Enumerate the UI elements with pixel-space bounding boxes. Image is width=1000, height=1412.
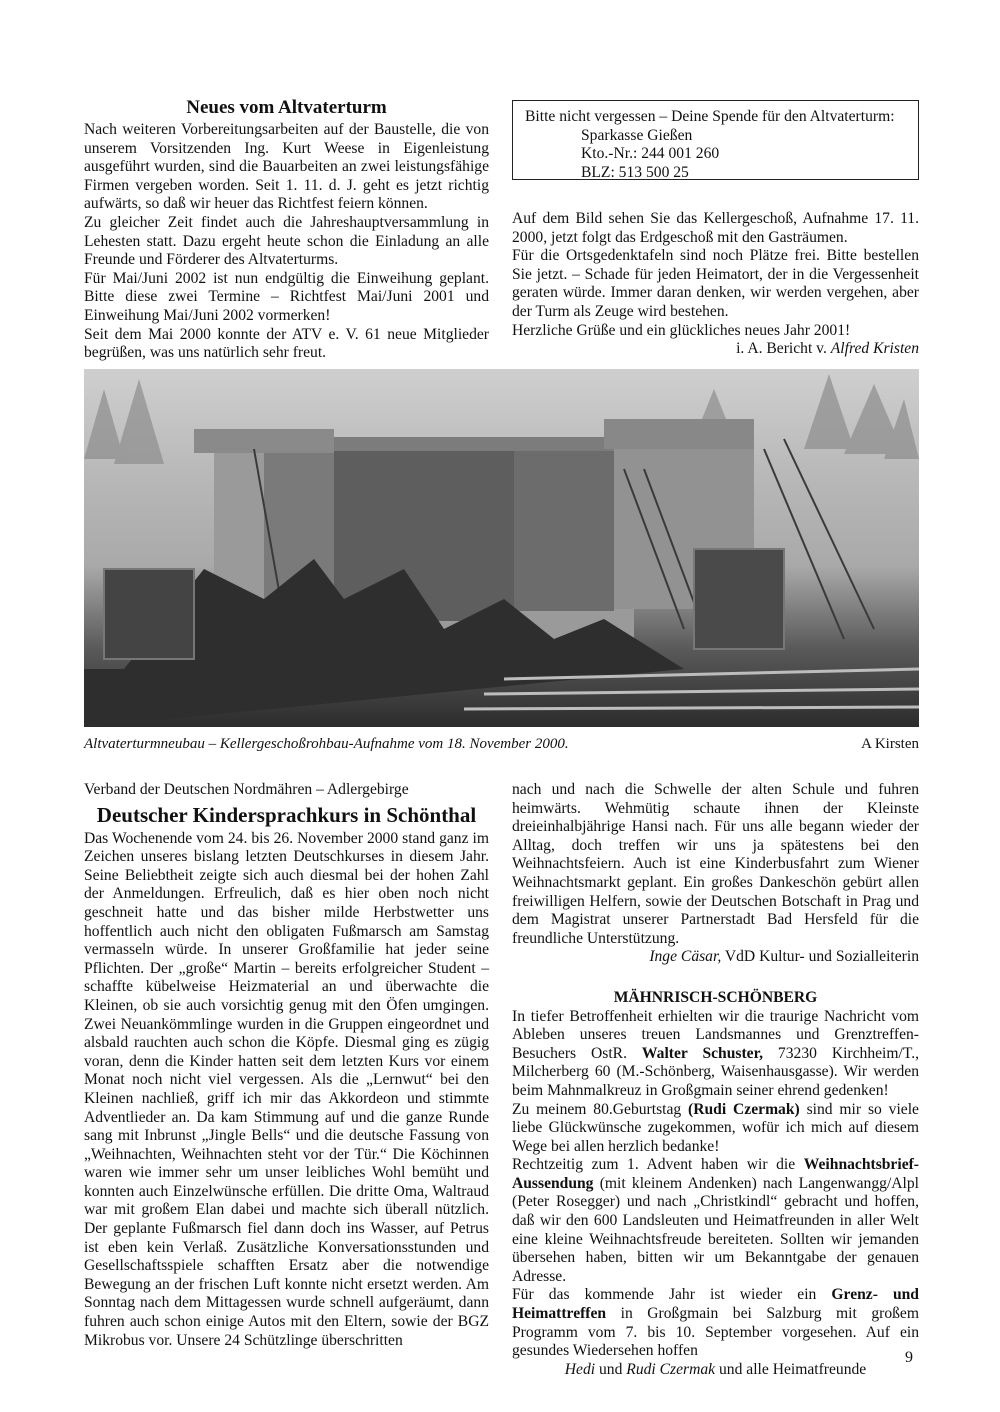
text: Für das kommende Jahr ist wieder ein [512, 1286, 817, 1304]
paragraph: Für die Ortsgedenktafeln sind noch Plätze frei. Bitte bestellen Sie jetzt. – Schade für jeden Heimatort, der in die Vergessenheit geraten würde. Immer daran denken, wir werden vergehen, aber der Turm als Zeuge wird bestehen. [512, 247, 919, 320]
paragraph: Das Wochenende vom 24. bis 26. November 2000 stand ganz im Zeichen unseres bislang letzten Deutschkurses in diesem Jahr. Seine Beliebtheit zeigte sich auch diesmal bei der hohen Zahl der Anmeldungen. Erfreulich, daß es hier oben noch nicht geschneit hatte und das bisher milde Herbstwetter uns hoffentlich auch nicht den obligaten Fußmarsch am Samstag vermasseln würde. In unserer Großfamilie hat jeder seine Pflichten. Der „große“ Martin – bereits erfolgreicher Student – schaffte kübelweise Heizmaterial an und überwachte die Kleinen, ob sie auch vorsichtig genug mit den Öfen umgingen. Zwei Neuankömmlinge wurden in die Gruppen eingeordnet und alsbald rauchten auch schon die Köpfe. Diesmal ging es zügig voran, denn die Kinder hatten seit dem letzten Kurs vor einem Monat noch nicht viel vergessen. Als die „Lernwut“ bei den Kleinen nachließ, griff ich mir das Akkordeon und stimmte Adventlieder an. Da kam Stimmung auf und die ganze Runde sang mit Inbrunst „Jingle Bells“ und die deutsche Fassung von „Weihnachten, Weihnachten steht vor der Tür.“ Die Köchinnen waren wie immer sehr um unser leibliches Wohl bemüht und konnten auch Einzelwünsche erfüllen. Die dritte Oma, Waltraud war mit großem Elan dabei und machte sich überall nützlich. Der geplante Fußmarsch fiel dann doch ins Wasser, auf Petrus ist eben kein Verlaß. Zusätzliche Konversationsstunden und Gesellschaftsspiele schafften Ersatz aber die notwendige Bewegung an der frischen Luft konnte nicht ersetzt werden. Am Sonntag nach dem Mittagessen wurde schnell aufgeräumt, dann fuhren auch schon einige Autos mit den Eltern, sowie der BGZ Mikrobus vor. Unsere 24 Schützlinge überschritten [84, 829, 489, 1349]
construction-photo [84, 369, 919, 727]
author-line [512, 948, 919, 967]
paragraph: Auf dem Bild sehen Sie das Kellergeschoß, Aufnahme 17. 11. 2000, jetzt folgt das Erdgeschoß mit den Gasträumen. [512, 210, 919, 246]
photo-credit: A Kirsten [861, 736, 919, 752]
paragraph: Seit dem Mai 2000 konnte der ATV e. V. 61 neue Mitglieder begrüßen, was uns natürlich sehr freut. [84, 325, 489, 362]
person-name: (Rudi Czermak) [688, 1100, 800, 1118]
article-continued-column [512, 781, 919, 1379]
article-altvaterturm-continued [512, 100, 919, 359]
account-number: Kto.-Nr.: 244 001 260 [581, 145, 720, 163]
paragraph: nach und nach die Schwelle der alten Schule und fuhren heimwärts. Wehmütig schaute ihnen der Kleinste dreieinhalbjährige Hansi nach. Für uns alle begann wieder der Alltag, doch treffen wir uns ja spätestens bei den Weihnachtsfeiern. Auch ist eine Kinderbusfahrt zum Wiener Weihnachtsmarkt geplant. Ein großes Dankeschön gebürt allen freiwilligen Helfern, sowie der Deutschen Botschaft in Prag und dem Magistrat unserer Partnerstadt Bad Hersfeld für die freundliche Unterstützung. [512, 781, 919, 947]
organization-line: Verband der Deutschen Nordmähren – Adlergebirge [84, 781, 409, 798]
paragraph [512, 1286, 919, 1360]
section-title: MÄHNRISCH-SCHÖNBERG [613, 988, 818, 1006]
text: in Großgmain bei Salzburg mit großem Programm vom 7. bis 10. September vorgesehen. Auf ein gesundes Wiedersehen hoffen [512, 1305, 919, 1360]
photo-illustration [84, 369, 919, 727]
text: In tiefer Betroffenheit erhielten wir die traurige Nachricht vom Ableben unseres treuen Landsmannes und Grenztreffen-Besuchers OstR. [512, 1007, 919, 1062]
author-name: Inge Cäsar, [649, 948, 722, 966]
paragraph [512, 1008, 919, 1101]
text: Zu meinem 80.Geburtstag [512, 1100, 682, 1118]
person-name: Walter Schuster, [641, 1044, 763, 1062]
paragraph [512, 1156, 919, 1286]
signer-name: Hedi [564, 1360, 596, 1378]
paragraph: Nach weiteren Vorbereitungsarbeiten auf der Baustelle, die von unserem Vorsitzenden Ing. Kurt Weese in Eigenleistung ausgeführt wurden, sind die Bauarbeiten an zwei leistungsfähige Firmen vergeben worden. Seit 1. 11. d. J. geht es jetzt richtig aufwärts, so daß wir heuer das Richtfest feiern können. [84, 121, 489, 213]
article-altvaterturm [84, 97, 489, 363]
paragraph: Zu gleicher Zeit findet auch die Jahreshauptversammlung in Lehesten statt. Dazu ergeht heute schon die Einladung an alle Freunde und Förderer des Altvaterturms. [84, 213, 489, 269]
paragraph: Für Mai/Juni 2002 ist nun endgültig die Einweihung geplant. Bitte diese zwei Termine – Richtfest Mai/Juni 2001 und Einweihung Mai/Juni 2002 vormerken! [84, 269, 489, 324]
signoff [512, 340, 919, 359]
signoff-prefix: i. A. Bericht v. [736, 340, 827, 358]
caption-text: Altvaterturmneubau – Kellergeschoßrohbau-Aufnahme vom 18. November 2000. [84, 736, 569, 752]
text: Rechtzeitig zum 1. Advent haben wir die [512, 1156, 796, 1174]
text: und alle Heimatfreunde [719, 1360, 867, 1378]
text: und [599, 1360, 623, 1378]
paragraph [512, 1101, 919, 1157]
photo-caption [84, 735, 919, 753]
donation-box [512, 100, 919, 180]
emphasis: Weihnachtsbrief-Aussendung [512, 1156, 919, 1192]
text: 73230 Kirchheim/T., Milcherberg 60 (M.-Schönberg, Waisenhausgasse). Wir werden beim Mahnmalkreuz in Großgmain seiner ehrend gedenken! [512, 1044, 920, 1099]
bank-code: BLZ: 513 500 25 [581, 163, 689, 181]
emphasis: Grenz- und Heimattreffen [512, 1286, 919, 1323]
author-role: VdD Kultur- und Sozialleiterin [724, 948, 919, 966]
paragraph: Herzliche Grüße und ein glückliches neues Jahr 2001! [512, 321, 851, 339]
article-title: Deutscher Kindersprachkurs in Schönthal [96, 802, 477, 827]
page-number: 9 [905, 1349, 913, 1366]
signoff-author: Alfred Kristen [830, 340, 919, 358]
bank-name: Sparkasse Gießen [581, 126, 693, 144]
article-title: Neues vom Altvaterturm [186, 97, 387, 118]
signature-line [512, 1361, 919, 1380]
donation-line: Bitte nicht vergessen – Deine Spende für den Altvaterturm: [525, 108, 895, 125]
text: (mit kleinem Andenken) nach Langenwangg/Alpl (Peter Rosegger) und nach „Christkindl“ gebracht und hoffen, daß wir den 600 Landsleuten und Heimatfreunden in aller Welt eine kleine Weihnachtsfreude bereiteten. Sollten wir jemanden übersehen haben, bitten wir um Bekanntgabe der genauen Adresse. [512, 1174, 919, 1285]
text: sind mir so viele liebe Glückwünsche zugekommen, wofür ich mich auf diesem Wege bei allen herzlich bedanke! [512, 1100, 919, 1155]
article-kindersprachkurs [84, 781, 489, 1350]
signer-name: Rudi Czermak [626, 1360, 716, 1378]
